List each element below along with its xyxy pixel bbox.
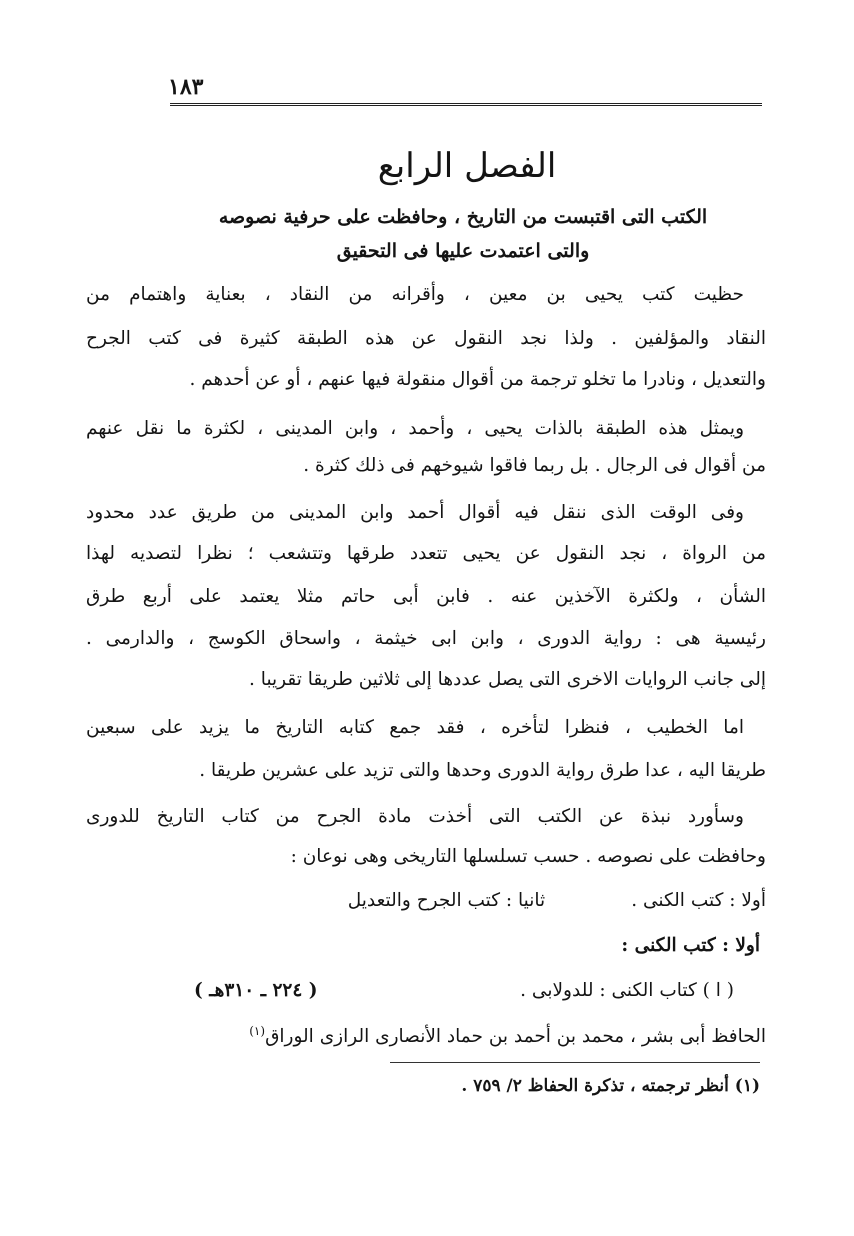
- paragraph-line: من أقوال فى الرجال . بل ربما فاقوا شيوخهم فى ذلك كثرة .: [303, 455, 766, 476]
- paragraph-line: وسأورد نبذة عن الكتب التى أخذت مادة الجرح من كتاب التاريخ للدورى: [86, 806, 744, 827]
- paragraph-line: والتعديل ، ونادرا ما تخلو ترجمة من أقوال منقولة فيها عنهم ، أو عن أحدهم .: [189, 369, 766, 390]
- footnote-marker: (١): [249, 1024, 266, 1038]
- chapter-title: الفصل الرابع: [377, 146, 557, 186]
- section-heading: أولا : كتب الكنى :: [621, 935, 760, 956]
- chapter-subtitle-line: والتى اعتمدت عليها فى التحقيق: [336, 240, 590, 262]
- paragraph-line: ويمثل هذه الطبقة بالذات يحيى ، وأحمد ، وابن المدينى ، لكثرة ما نقل عنهم: [86, 418, 744, 439]
- footnote-rule: [390, 1062, 760, 1063]
- paragraph-line: من الرواة ، نجد النقول عن يحيى تتعدد طرقها وتتشعب ؛ نظرا لتصديه لهذا: [86, 543, 766, 564]
- paragraph-text: الحافظ أبى بشر ، محمد بن أحمد بن حماد الأنصارى الرازى الوراق: [265, 1026, 766, 1048]
- paragraph-line: وفى الوقت الذى ننقل فيه أقوال أحمد وابن المدينى من طريق عدد محدود: [86, 502, 744, 523]
- book-item-dates: ( ٢٢٤ ـ ٣١٠هـ ): [194, 980, 318, 1001]
- paragraph-line: النقاد والمؤلفين . ولذا نجد النقول عن هذه الطبقة كثيرة فى كتب الجرح: [86, 328, 766, 349]
- book-type-second: ثانيا : كتب الجرح والتعديل: [347, 890, 546, 911]
- book-item-label: ( ا ) كتاب الكنى : للدولابى .: [520, 980, 734, 1001]
- paragraph-line: اما الخطيب ، فنظرا لتأخره ، فقد جمع كتابه التاريخ ما يزيد على سبعين: [86, 717, 744, 738]
- paragraph-line: رئيسية هى : رواية الدورى ، وابن ابى خيثمة ، واسحاق الكوسج ، والدارمى .: [86, 628, 766, 649]
- paragraph-line: [249, 1024, 766, 1047]
- paragraph-line: طريقا اليه ، عدا طرق رواية الدورى وحدها والتى تزيد على عشرين طريقا .: [199, 760, 766, 781]
- paragraph-line: الشأن ، ولكثرة الآخذين عنه . فابن أبى حاتم مثلا يعتمد على أربع طرق: [86, 586, 766, 607]
- paragraph-line: وحافظت على نصوصه . حسب تسلسلها التاريخى وهى نوعان :: [290, 846, 766, 867]
- page-number: ١٨٣: [168, 74, 204, 100]
- paragraph-line: حظيت كتب يحيى بن معين ، وأقرانه من النقاد ، بعناية واهتمام من: [86, 284, 744, 305]
- paragraph-line: إلى جانب الروايات الاخرى التى يصل عددها إلى ثلاثين طريقا تقريبا .: [249, 669, 766, 690]
- book-type-first: أولا : كتب الكنى .: [631, 890, 766, 911]
- book-item: [194, 980, 734, 1001]
- footnote: (١) أنظر ترجمته ، تذكرة الحفاظ ٢/ ٧٥٩ .: [461, 1076, 760, 1096]
- book-types-row: [86, 890, 766, 911]
- chapter-subtitle-line: الكتب التى اقتبست من التاريخ ، وحافظت على حرفية نصوصه: [218, 206, 708, 228]
- header-rule: [170, 103, 762, 106]
